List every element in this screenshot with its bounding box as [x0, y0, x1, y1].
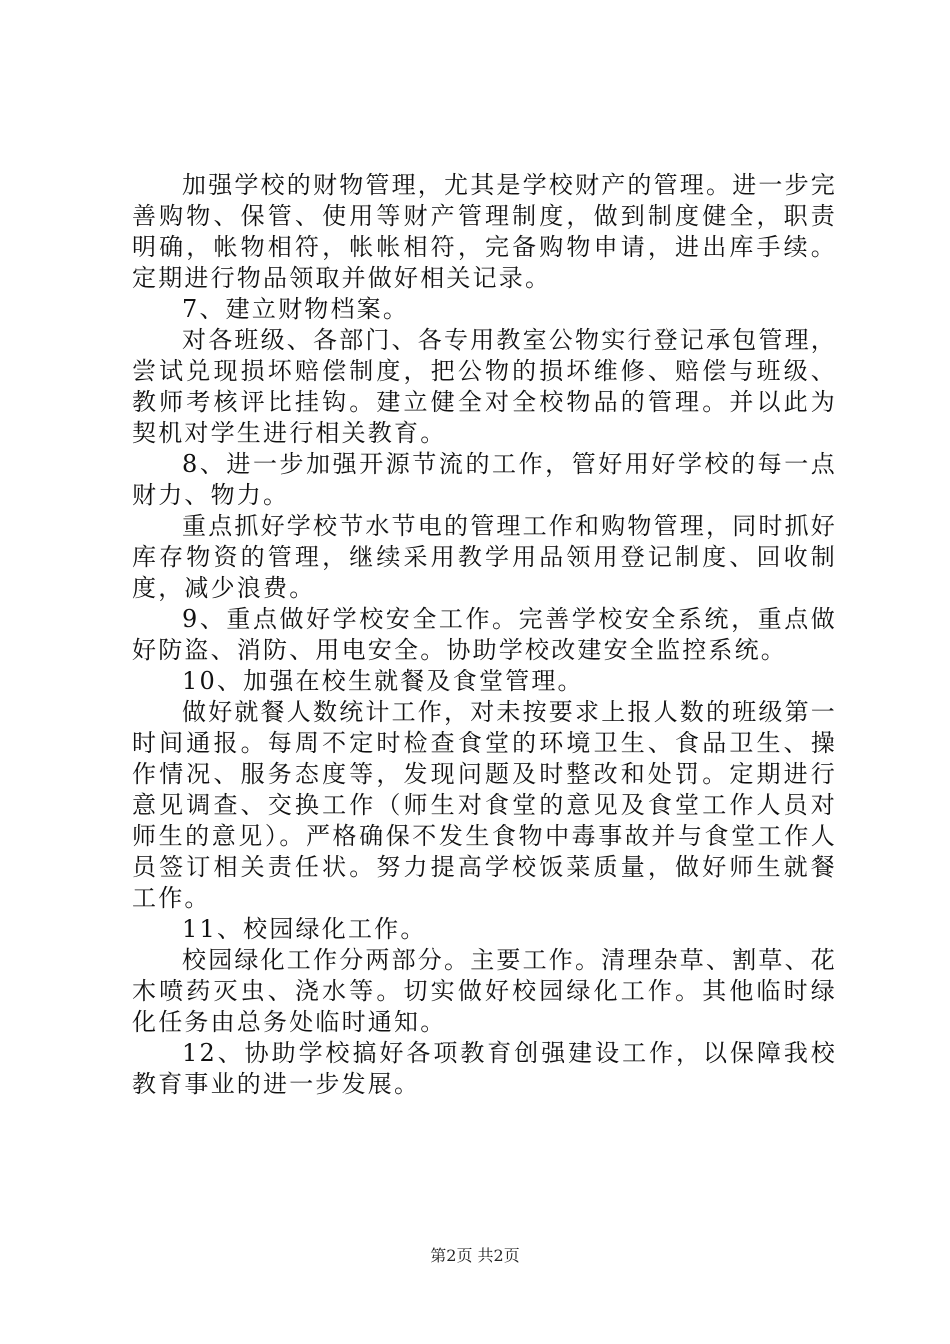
heading-item-8: 8、进一步加强开源节流的工作，管好用好学校的每一点财力、物力。 — [132, 450, 837, 509]
heading-item-11: 11、校园绿化工作。 — [182, 915, 427, 943]
paragraph-item-11: 校园绿化工作分两部分。主要工作。清理杂草、割草、花木喷药灭虫、浇水等。切实做好校园绿化工作。其他临时绿化任务由总务处临时通知。 — [132, 946, 837, 1036]
heading-item-10: 10、加强在校生就餐及食堂管理。 — [182, 667, 584, 695]
page-number-footer: 第2页 共2页 — [430, 1246, 520, 1265]
document-body — [132, 170, 837, 1100]
heading-item-12: 12、协助学校搞好各项教育创强建设工作，以保障我校教育事业的进一步发展。 — [132, 1039, 837, 1098]
paragraph-property-management: 加强学校的财物管理，尤其是学校财产的管理。进一步完善购物、保管、使用等财产管理制度，做到制度健全，职责明确，帐物相符，帐帐相符，完备购物申请，进出库手续。定期进行物品领取并做好相关记录。 — [132, 171, 837, 292]
heading-item-7: 7、建立财物档案。 — [182, 295, 410, 323]
heading-item-9: 9、重点做好学校安全工作。完善学校安全系统，重点做好防盗、消防、用电安全。协助学校改建安全监控系统。 — [132, 605, 837, 664]
paragraph-item-7: 对各班级、各部门、各专用教室公物实行登记承包管理，尝试兑现损坏赔偿制度，把公物的损坏维修、赔偿与班级、教师考核评比挂钩。建立健全对全校物品的管理。并以此为契机对学生进行相关教育。 — [132, 326, 837, 447]
paragraph-item-10: 做好就餐人数统计工作，对未按要求上报人数的班级第一时间通报。每周不定时检查食堂的环境卫生、食品卫生、操作情况、服务态度等，发现问题及时整改和处罚。定期进行意见调查、交换工作（师生对食堂的意见及食堂工作人员对师生的意见）。严格确保不发生食物中毒事故并与食堂工作人员签订相关责任状。努力提高学校饭菜质量，做好师生就餐工作。 — [132, 698, 837, 912]
paragraph-item-8: 重点抓好学校节水节电的管理工作和购物管理，同时抓好库存物资的管理，继续采用教学用品领用登记制度、回收制度，减少浪费。 — [132, 512, 837, 602]
